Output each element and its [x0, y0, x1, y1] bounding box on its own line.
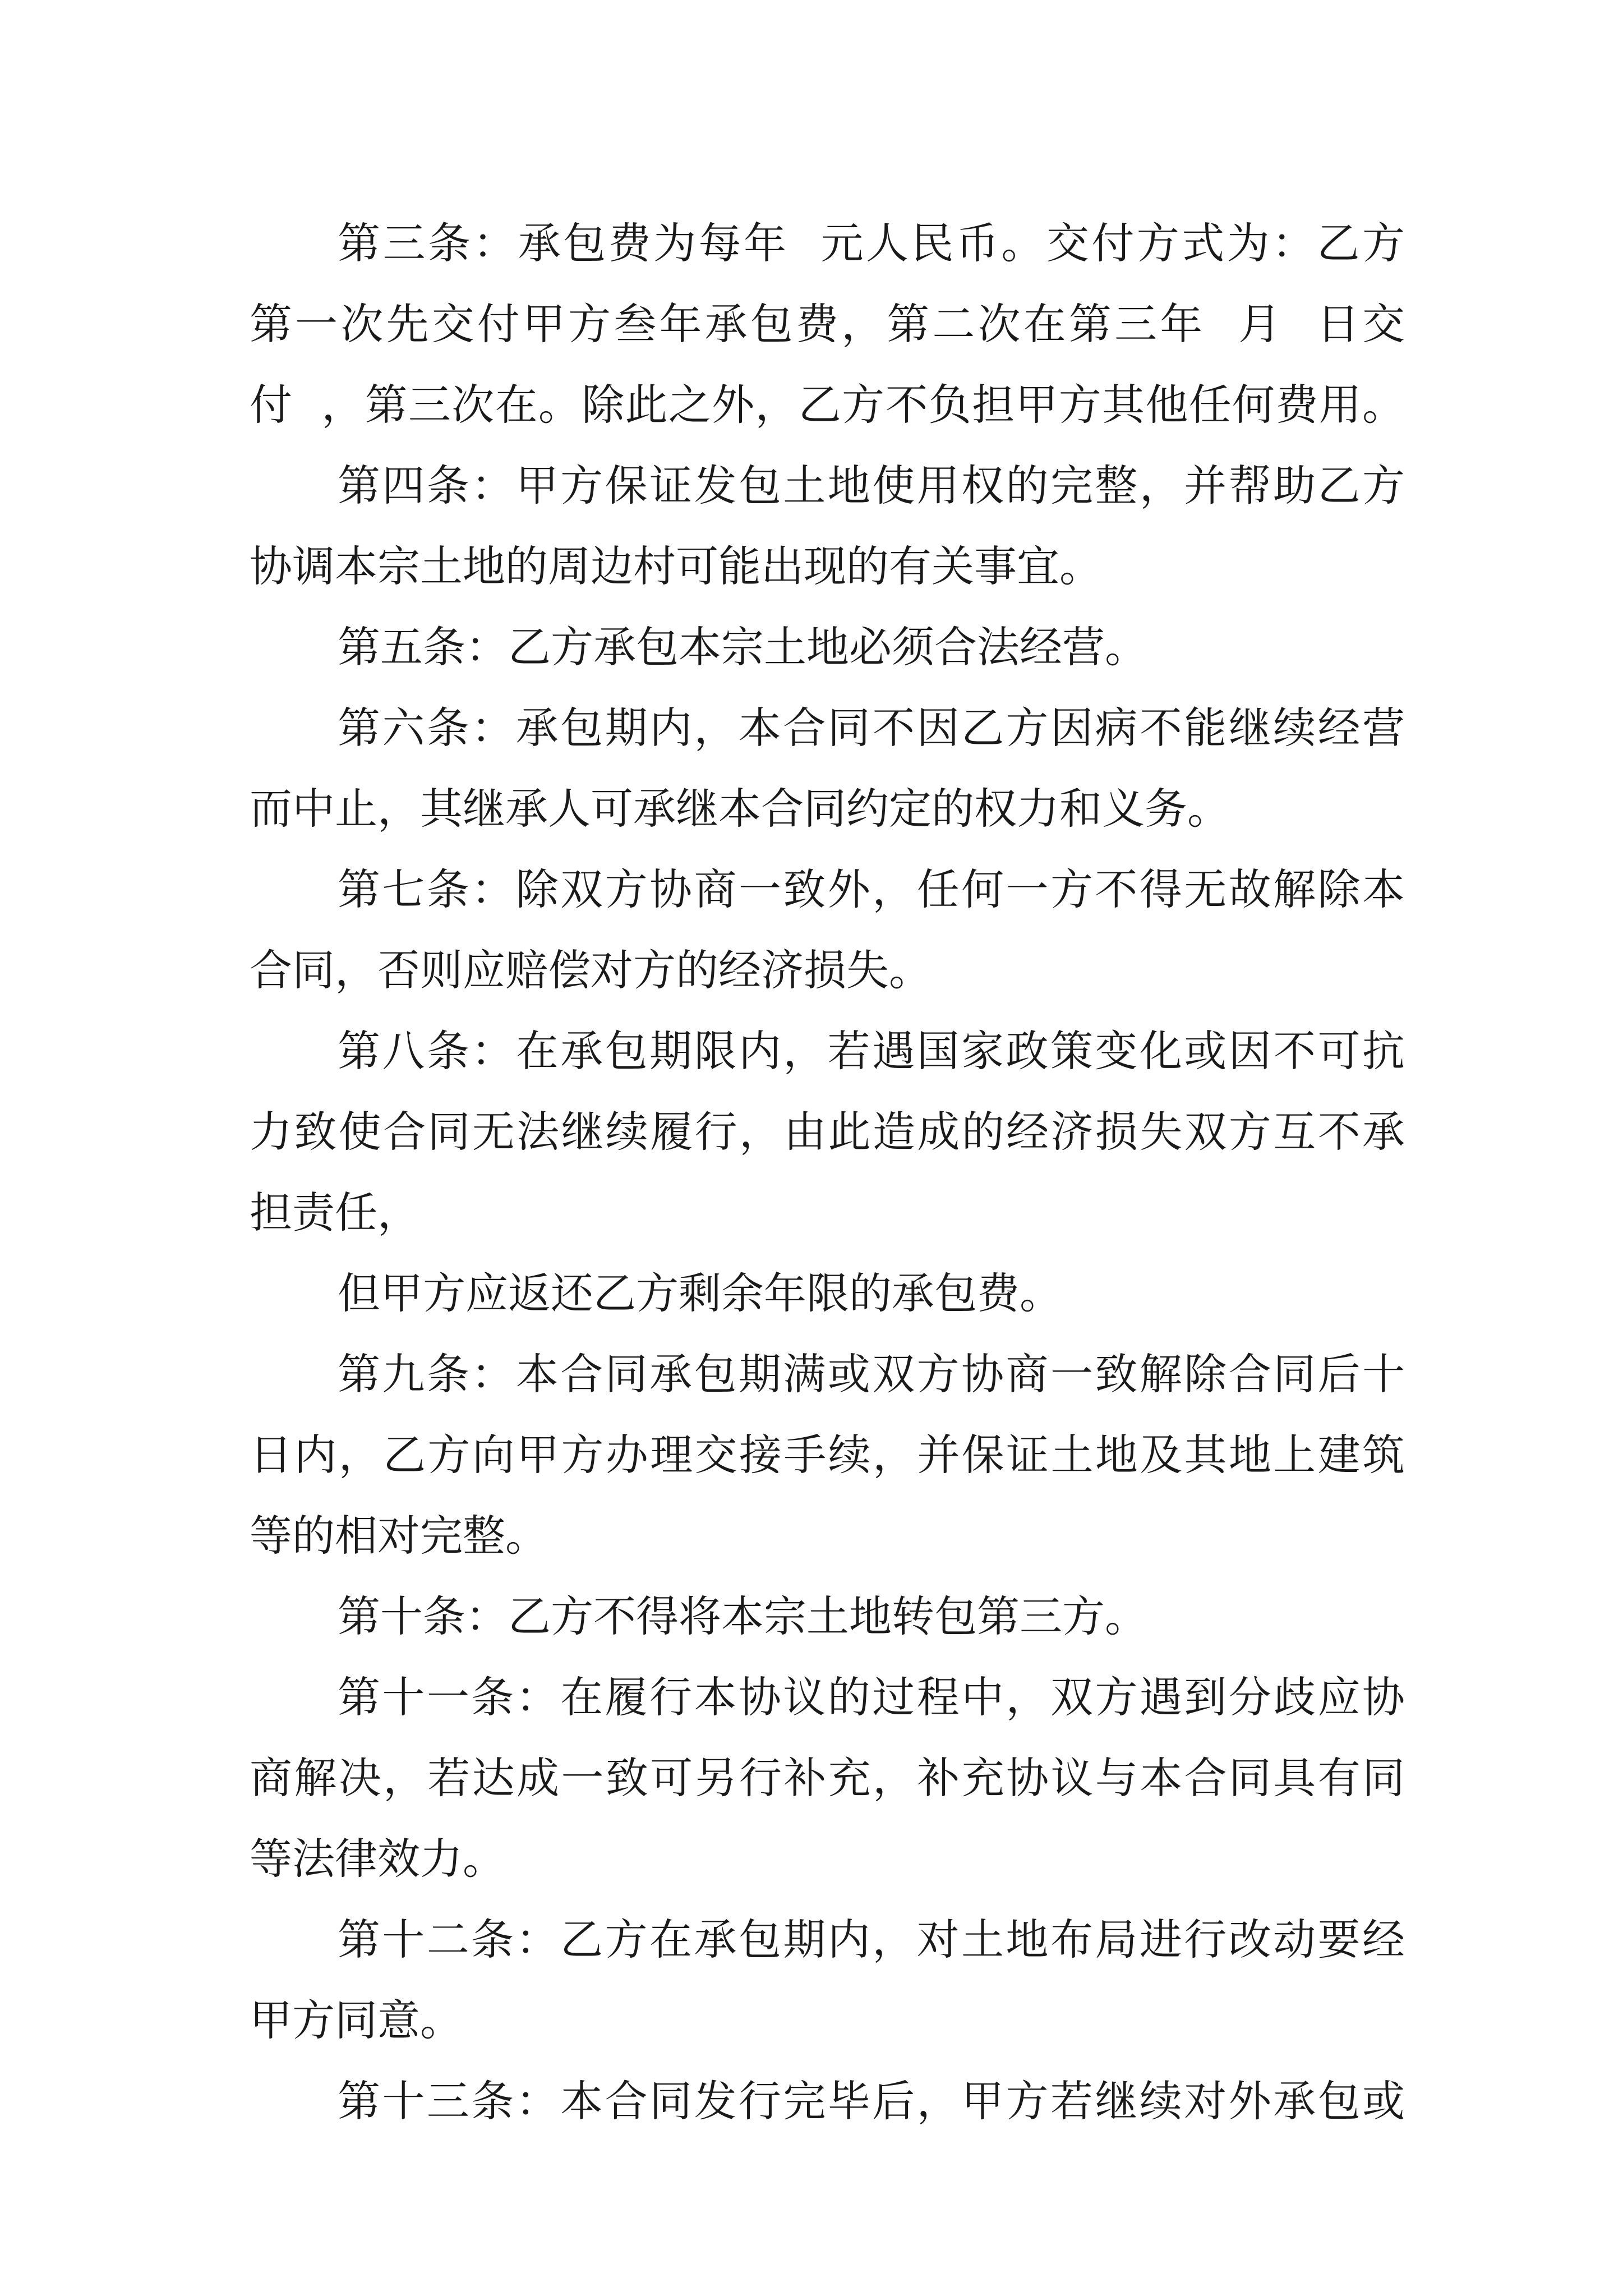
text-line: 甲方同意。 [250, 1995, 463, 2045]
text-line: 等法律效力。 [250, 1834, 505, 1884]
text-line: 商解决，若达成一致可另行补充，补充协议与本合同具有同 [250, 1753, 1405, 1803]
text-line: 合同，否则应赔偿对方的经济损失。 [250, 945, 932, 995]
text-line: 而中止，其继承人可承继本合同约定的权力和义务。 [250, 784, 1230, 834]
text-line: 第八条：在承包期限内，若遇国家政策变化或因不可抗 [338, 1026, 1405, 1076]
text-line: 第三条：承包费为每年 元人民币。交付方式为：乙方 [338, 218, 1405, 268]
text-line: 第五条：乙方承包本宗土地必须合法经营。 [338, 622, 1147, 672]
text-line: 第一次先交付甲方叁年承包费，第二次在第三年 月 日交 [250, 299, 1405, 349]
text-line: 第十三条：本合同发行完毕后，甲方若继续对外承包或 [338, 2076, 1405, 2126]
text-line: 第七条：除双方协商一致外，任何一方不得无故解除本 [338, 864, 1405, 914]
text-line: 第四条：甲方保证发包土地使用权的完整，并帮助乙方 [338, 461, 1405, 510]
text-line: 协调本宗土地的周边村可能出现的有关事宜。 [250, 541, 1102, 591]
text-line: 等的相对完整。 [250, 1511, 548, 1561]
text-line: 担责任， [250, 1188, 420, 1237]
text-line: 付 ，第三次在。除此之外，乙方不负担甲方其他任何费用。 [250, 380, 1405, 430]
text-line: 力致使合同无法继续履行，由此造成的经济损失双方互不承 [250, 1107, 1405, 1157]
text-line: 第六条：承包期内，本合同不因乙方因病不能继续经营 [338, 703, 1405, 753]
text-line: 第十二条：乙方在承包期内，对土地布局进行改动要经 [338, 1915, 1405, 1964]
text-line: 但甲方应返还乙方剩余年限的承包费。 [338, 1268, 1062, 1318]
text-line: 第十一条：在履行本协议的过程中，双方遇到分歧应协 [338, 1672, 1405, 1722]
text-line: 第十条：乙方不得将本宗土地转包第三方。 [338, 1591, 1147, 1641]
text-line: 第九条：本合同承包期满或双方协商一致解除合同后十 [338, 1349, 1405, 1399]
text-line: 日内，乙方向甲方办理交接手续，并保证土地及其地上建筑 [250, 1430, 1405, 1480]
